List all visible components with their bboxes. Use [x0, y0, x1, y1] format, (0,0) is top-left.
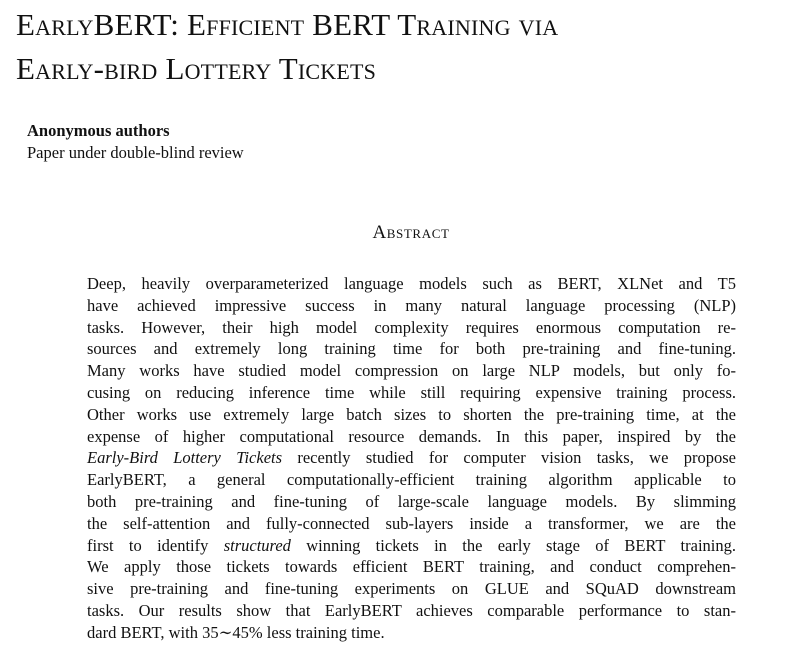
abstract-line	[87, 469, 736, 491]
text-segment: We apply those tickets towards efficient BERT training, and conduct comprehen-	[87, 557, 736, 577]
abstract-heading: Abstract	[372, 222, 450, 243]
abstract-line	[87, 578, 736, 600]
abstract-text	[87, 273, 736, 644]
text-segment: winning tickets in the early stage of BERT training.	[290, 535, 736, 555]
abstract-line	[87, 535, 736, 557]
abstract-line	[87, 382, 736, 404]
text-segment: Deep, heavily overparameterized language models such as BERT, XLNet and T5	[87, 274, 736, 293]
emphasis-text: structured	[223, 535, 291, 555]
title-line-1: EarlyBERT: Efficient BERT Training via	[16, 7, 559, 42]
author-block	[27, 120, 244, 164]
text-segment: EarlyBERT, a general computationally-efficient training algorithm applicable to	[87, 470, 736, 490]
emphasis-text: Early-Bird Lottery Tickets	[87, 448, 283, 468]
abstract-line	[87, 622, 736, 644]
abstract-line	[87, 513, 736, 535]
abstract-line	[87, 317, 736, 339]
abstract-line	[87, 295, 736, 317]
text-segment: sive pre-training and fine-tuning experiments on GLUE and SQuAD downstream	[87, 579, 736, 599]
title-line-2: Early-bird Lottery Tickets	[16, 51, 377, 86]
text-segment: dard BERT, with 35∼45% less training time.	[87, 622, 385, 642]
review-note: Paper under double-blind review	[27, 143, 244, 162]
abstract-line	[87, 404, 736, 426]
text-segment: both pre-training and fine-tuning of large-scale language models. By slimming	[87, 491, 736, 511]
abstract-line	[87, 273, 736, 295]
text-segment: sources and extremely long training time for both pre-training and fine-tuning.	[87, 339, 736, 359]
abstract-line	[87, 360, 736, 382]
abstract-line	[87, 491, 736, 513]
author-name: Anonymous authors	[27, 121, 170, 140]
text-segment: recently studied for computer vision tasks, we propose	[282, 448, 736, 468]
abstract-line	[87, 426, 736, 448]
text-segment: cusing on reducing inference time while still requiring expensive training process.	[87, 382, 736, 402]
abstract-line	[87, 556, 736, 578]
text-segment: the self-attention and fully-connected sub-layers inside a transformer, we are the	[87, 513, 736, 533]
text-segment: tasks. Our results show that EarlyBERT achieves comparable performance to stan-	[87, 600, 736, 620]
abstract-line	[87, 447, 736, 469]
abstract-line	[87, 600, 736, 622]
text-segment: have achieved impressive success in many natural language processing (NLP)	[87, 295, 736, 315]
text-segment: expense of higher computational resource demands. In this paper, inspired by the	[87, 426, 736, 446]
text-segment: first to identify	[87, 535, 224, 555]
text-segment: Other works use extremely large batch sizes to shorten the pre-training time, at the	[87, 404, 736, 424]
text-segment: tasks. However, their high model complexity requires enormous computation re-	[87, 317, 736, 337]
text-segment: Many works have studied model compression on large NLP models, but only fo-	[87, 361, 736, 381]
abstract-line	[87, 338, 736, 360]
paper-title	[16, 3, 776, 91]
